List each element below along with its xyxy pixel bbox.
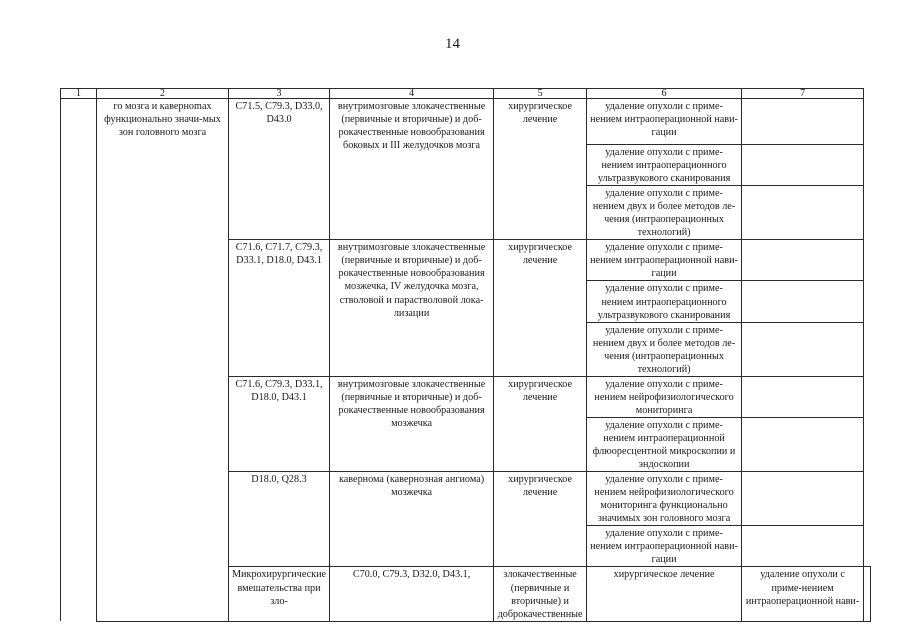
icd-codes-cell: C71.6, C79.3, D33.1, D18.0, D43.1 (229, 376, 330, 471)
method-cell: удаление опухоли с приме-нением нейрофизиологического мониторинга функционально значимых зон головного мозга (587, 472, 742, 526)
treatment-type-cell: хирургическое лечение (494, 99, 587, 240)
treatment-type-cell: хирургическое лечение (494, 376, 587, 471)
header-col-4: 4 (330, 89, 494, 99)
col7-cell (742, 281, 864, 322)
diagnosis-cell: внутримозговые злокачественные (первичные и вторичные) и доб-рокачественные новообразования мозжечка (330, 376, 494, 471)
method-cell: удаление опухоли с приме-нением двух и более методов ле-чения (интраоперационных технологий) (587, 322, 742, 376)
col7-cell (742, 472, 864, 526)
col7-cell (742, 417, 864, 471)
diagnosis-cell: злокачественные (первичные и вторичные) и доброкачественные (494, 567, 587, 621)
header-col-5: 5 (494, 89, 587, 99)
method-cell: удаление опухоли с приме-нением интраоперационного ультразвукового сканирования (587, 281, 742, 322)
col7-cell (742, 376, 864, 417)
icd-codes-cell: C71.6, C71.7, C79.3, D33.1, D18.0, D43.1 (229, 240, 330, 376)
header-col-7: 7 (742, 89, 864, 99)
condition-group-cell: Микрохирургические вмешательства при зло- (229, 567, 330, 621)
method-cell: удаление опухоли с приме-нением интраоперационной нави- (742, 567, 864, 621)
method-cell: удаление опухоли с приме-нением интраоперационной флюоресцентной микроскопии и эндоскопии (587, 417, 742, 471)
col7-cell (864, 567, 871, 621)
header-col-3: 3 (229, 89, 330, 99)
icd-codes-cell: C70.0, C79.3, D32.0, D43.1, (330, 567, 494, 621)
col7-cell (742, 322, 864, 376)
header-col-6: 6 (587, 89, 742, 99)
method-cell: удаление опухоли с приме-нением интраоперационного ультразвукового сканирования (587, 145, 742, 186)
header-col-1: 1 (61, 89, 97, 99)
icd-codes-cell: C71.5, C79.3, D33.0, D43.0 (229, 99, 330, 240)
treatment-type-cell: хирургическое лечение (494, 472, 587, 567)
col7-cell (742, 186, 864, 240)
method-cell: удаление опухоли с приме-нением интраоперационной нави-гации (587, 240, 742, 281)
procedures-table (60, 88, 871, 622)
method-cell: удаление опухоли с приме-нением нейрофизиологического мониторинга (587, 376, 742, 417)
diagnosis-cell: внутримозговые злокачественные (первичные и вторичные) и доб-рокачественные новообразования мозжечка, IV желудочка мозга, стволовой и парастволовой лока-лизации (330, 240, 494, 376)
icd-codes-cell: D18.0, Q28.3 (229, 472, 330, 567)
treatment-type-cell: хирургическое лечение (494, 240, 587, 376)
treatment-type-cell: хирургическое лечение (587, 567, 742, 621)
method-cell: удаление опухоли с приме-нением двух и более методов ле-чения (интраоперационных технологий) (587, 186, 742, 240)
header-row (61, 89, 871, 99)
col7-cell (742, 99, 864, 145)
method-cell: удаление опухоли с приме-нением интраоперационной нави-гации (587, 99, 742, 145)
page-number: 14 (445, 36, 460, 52)
method-cell: удаление опухоли с приме-нением интраоперационной нави-гации (587, 526, 742, 567)
col7-cell (742, 526, 864, 567)
diagnosis-cell: кавернома (кавернозная ангиома) мозжечка (330, 472, 494, 567)
col1-cell (61, 99, 97, 622)
header-col-2: 2 (97, 89, 229, 99)
diagnosis-cell: внутримозговые злокачественные (первичные и вторичные) и доб-рокачественные новообразования боковых и III желудочков мозга (330, 99, 494, 240)
table-row (61, 99, 871, 145)
col7-cell (742, 240, 864, 281)
condition-group-cell: го мозга и кавернomах функционально значи-мых зон головного мозга (97, 99, 229, 622)
col7-cell (742, 145, 864, 186)
